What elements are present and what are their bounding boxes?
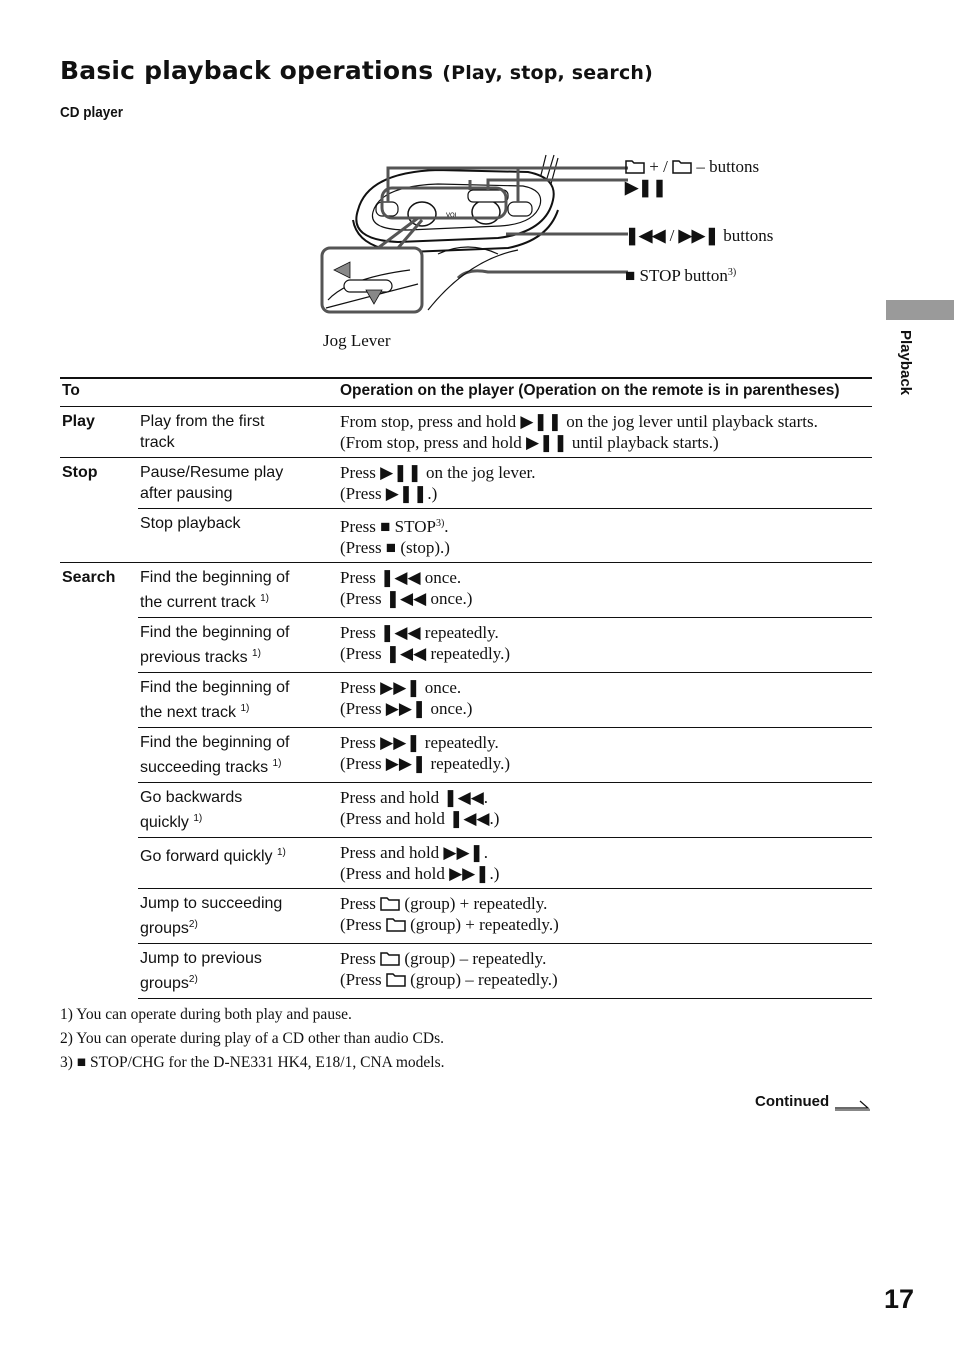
section-heading: CD player [60,104,124,121]
operation-cell: Press ❚◀◀ repeatedly. (Press ❚◀◀ repeatedly.) [332,618,872,673]
footnotes [60,1006,445,1078]
callout-group-buttons-text: + / [649,157,668,176]
continued-arrow-icon [834,1098,872,1112]
page-title-main: Basic playback operations [60,56,434,85]
footnote: 3) ■ STOP/CHG for the D-NE331 HK4, E18/1, CNA models. [60,1054,445,1071]
page-title-sub: (Play, stop, search) [442,62,654,84]
operation-cell: Press ▶❚❚ on the jog lever. (Press ▶❚❚.) [332,458,872,509]
footnote: 1) You can operate during both play and pause. [60,1006,352,1023]
skip-back-icon: ❚◀◀ [625,226,666,245]
callout-stop-button [625,266,736,286]
continued-label: Continued [755,1093,830,1110]
operations-table [60,377,872,999]
page-number: 17 [884,1284,915,1314]
folder-icon [386,917,406,932]
operation-cell: Press and hold ▶▶❚. (Press and hold ▶▶❚.) [332,838,872,889]
action-cell: Jump to previous groups$^{2)}$ [138,944,332,999]
header-operation: Operation on the player (Operation on the remote is in parentheses) [332,378,872,407]
operation-cell: Press ■ STOP$^{3)}$. (Press ■ (stop).) [332,509,872,563]
side-tab-marker [886,300,954,320]
group-plus-button [508,202,532,216]
callout-group-buttons [625,157,759,177]
action-cell: Find the beginning of the next track $^{1)}$ [138,673,332,728]
folder-icon [386,972,406,987]
callout-group-buttons-tail: – buttons [696,157,760,176]
table-row [60,673,872,728]
action-cell: Play from the first track [140,413,265,451]
action-cell: Pause/Resume play after pausing [138,458,332,509]
category-play: Play [62,413,95,430]
table-row [60,889,872,944]
stop-icon: ■ [625,266,636,285]
action-cell: Go backwards quickly $^{1)}$ [138,783,332,838]
table-row [60,728,872,783]
operation-cell: Press ▶▶❚ repeatedly. (Press ▶▶❚ repeatedly.) [332,728,872,783]
callout-skip-buttons-text: buttons [723,226,774,245]
table-row [60,458,872,509]
table-row [60,563,872,618]
table-row [60,407,872,458]
operation-cell: Press (group) + repeatedly. (Press (group) + repeatedly.) [332,889,872,944]
folder-icon [380,951,400,966]
action-cell: Stop playback [138,509,332,563]
jog-lever-caption: Jog Lever [323,331,391,350]
folder-icon [380,896,400,911]
operation-cell: Press ❚◀◀ once. (Press ❚◀◀ once.) [332,563,872,618]
header-to: To [60,378,332,407]
footnote: 2) You can operate during play of a CD other than audio CDs. [60,1030,444,1047]
table-row [60,783,872,838]
table-row [60,509,872,563]
table-row [60,838,872,889]
footnote-ref: 3) [727,267,737,278]
category-stop: Stop [60,458,138,563]
operation-cell: Press and hold ❚◀◀. (Press and hold ❚◀◀.) [332,783,872,838]
category-search: Search [60,563,138,999]
side-tab-label: Playback [897,330,914,396]
folder-icon [672,159,692,174]
operation-cell: From stop, press and hold ▶❚❚ on the jog lever until playback starts. (From stop, press and hold ▶❚❚ until playback starts.) [340,412,818,452]
operation-cell: Press ▶▶❚ once. (Press ▶▶❚ once.) [332,673,872,728]
leader-stop-button [458,271,628,278]
callout-stop-button-text: STOP button [639,266,728,285]
table-header-row [60,378,872,407]
skip-forward-icon: ▶▶❚ [678,226,720,245]
action-cell: Go forward quickly $^{1)}$ [138,838,332,889]
vol-label: VOL [446,212,459,219]
table-row [60,944,872,999]
table-row [60,618,872,673]
play-pause-icon: ▶❚❚ [625,178,667,197]
group-minus-button [376,202,398,216]
callout-skip-buttons: ❚◀◀ / ▶▶❚ buttons [625,226,774,245]
skip-forward-button [472,200,500,224]
page-title [60,56,653,85]
folder-icon [625,159,645,174]
action-cell: Jump to succeeding groups$^{2)}$ [138,889,332,944]
action-cell: Find the beginning of previous tracks $^{1)}$ [138,618,332,673]
action-cell: Find the beginning of the current track $^{1)}$ [138,563,332,618]
action-cell: Find the beginning of succeeding tracks $^{1)}$ [138,728,332,783]
operation-cell: Press (group) – repeatedly. (Press (group) – repeatedly.) [332,944,872,999]
